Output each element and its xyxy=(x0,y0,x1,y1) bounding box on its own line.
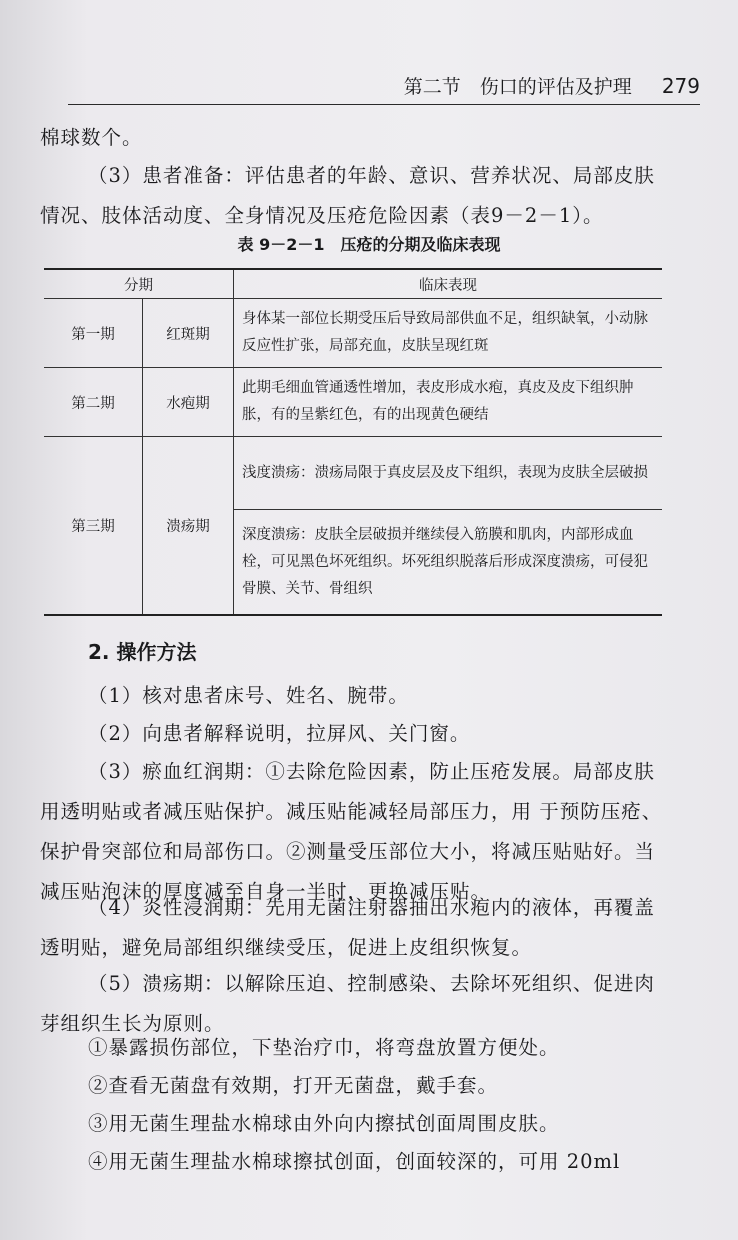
step-5: （5）溃疡期：以解除压迫、控制感染、去除坏死组织、促进肉芽组织生长为原则。 xyxy=(40,972,655,1035)
paragraph-cotton: 棉球数个。 xyxy=(40,126,143,149)
stage-name-cell: 溃疡期 xyxy=(143,437,234,616)
table-row xyxy=(44,437,662,510)
header-rule xyxy=(68,104,700,105)
table-row xyxy=(44,299,662,368)
desc-cell: 此期毛细血管通透性增加，表皮形成水疱，真皮及皮下组织肿胀，有的呈紫红色，有的出现黄色硬结 xyxy=(234,368,663,437)
substep-2: ②查看无菌盘有效期，打开无菌盘，戴手套。 xyxy=(88,1074,499,1097)
pressure-ulcer-table xyxy=(44,268,662,616)
running-header xyxy=(0,72,700,99)
substep-4: ④用无菌生理盐水棉球擦拭创面，创面较深的，可用 20ml xyxy=(88,1150,621,1173)
stage-cell: 第二期 xyxy=(71,395,115,412)
header-clinical: 临床表现 xyxy=(234,269,663,299)
stage-cell: 第三期 xyxy=(44,437,143,616)
desc-cell-deep: 深度溃疡：皮肤全层破损并继续侵入筋膜和肌肉，内部形成血栓，可见黑色坏死组织。坏死组织脱落后形成深度溃疡，可侵犯骨膜、关节、骨组织 xyxy=(234,510,663,616)
section-heading: 2. 操作方法 xyxy=(88,640,197,664)
stage-cell: 第一期 xyxy=(71,326,115,343)
desc-cell: 身体某一部位长期受压后导致局部供血不足，组织缺氧，小动脉反应性扩张，局部充血，皮肤呈现红斑 xyxy=(234,299,663,368)
desc-cell-shallow: 浅度溃疡：溃疡局限于真皮层及皮下组织，表现为皮肤全层破损 xyxy=(234,437,663,510)
step-3: （3）瘀血红润期：①去除危险因素，防止压疮发展。局部皮肤用透明贴或者减压贴保护。减压贴能减轻局部压力，用 于预防压疮、保护骨突部位和局部伤口。②测量受压部位大小，将减压贴贴好。当减压贴泡沫的厚度减至自身一半时，更换减压贴。 xyxy=(40,760,663,903)
page-number: 279 xyxy=(661,74,700,98)
header-section-title: 第二节 伤口的评估及护理 xyxy=(403,76,632,98)
substep-3: ③用无菌生理盐水棉球由外向内擦拭创面周围皮肤。 xyxy=(88,1112,560,1135)
step-4: （4）炎性浸润期：先用无菌注射器抽出水疱内的液体，再覆盖透明贴，避免局部组织继续受压，促进上皮组织恢复。 xyxy=(40,896,655,959)
table-row xyxy=(44,368,662,437)
substep-1: ①暴露损伤部位，下垫治疗巾，将弯盘放置方便处。 xyxy=(88,1036,560,1059)
table-caption: 表 9－2－1 压疮的分期及临床表现 xyxy=(237,235,501,254)
stage-name-cell: 水疱期 xyxy=(143,368,234,437)
paragraph-patient-prep: （3）患者准备：评估患者的年龄、意识、营养状况、局部皮肤情况、肢体活动度、全身情况及压疮危险因素（表9－2－1）。 xyxy=(40,164,655,227)
stage-name-cell: 红斑期 xyxy=(143,299,234,368)
step-1: （1）核对患者床号、姓名、腕带。 xyxy=(88,684,409,707)
header-stage: 分期 xyxy=(44,269,234,299)
step-2: （2）向患者解释说明，拉屏风、关门窗。 xyxy=(88,722,471,745)
